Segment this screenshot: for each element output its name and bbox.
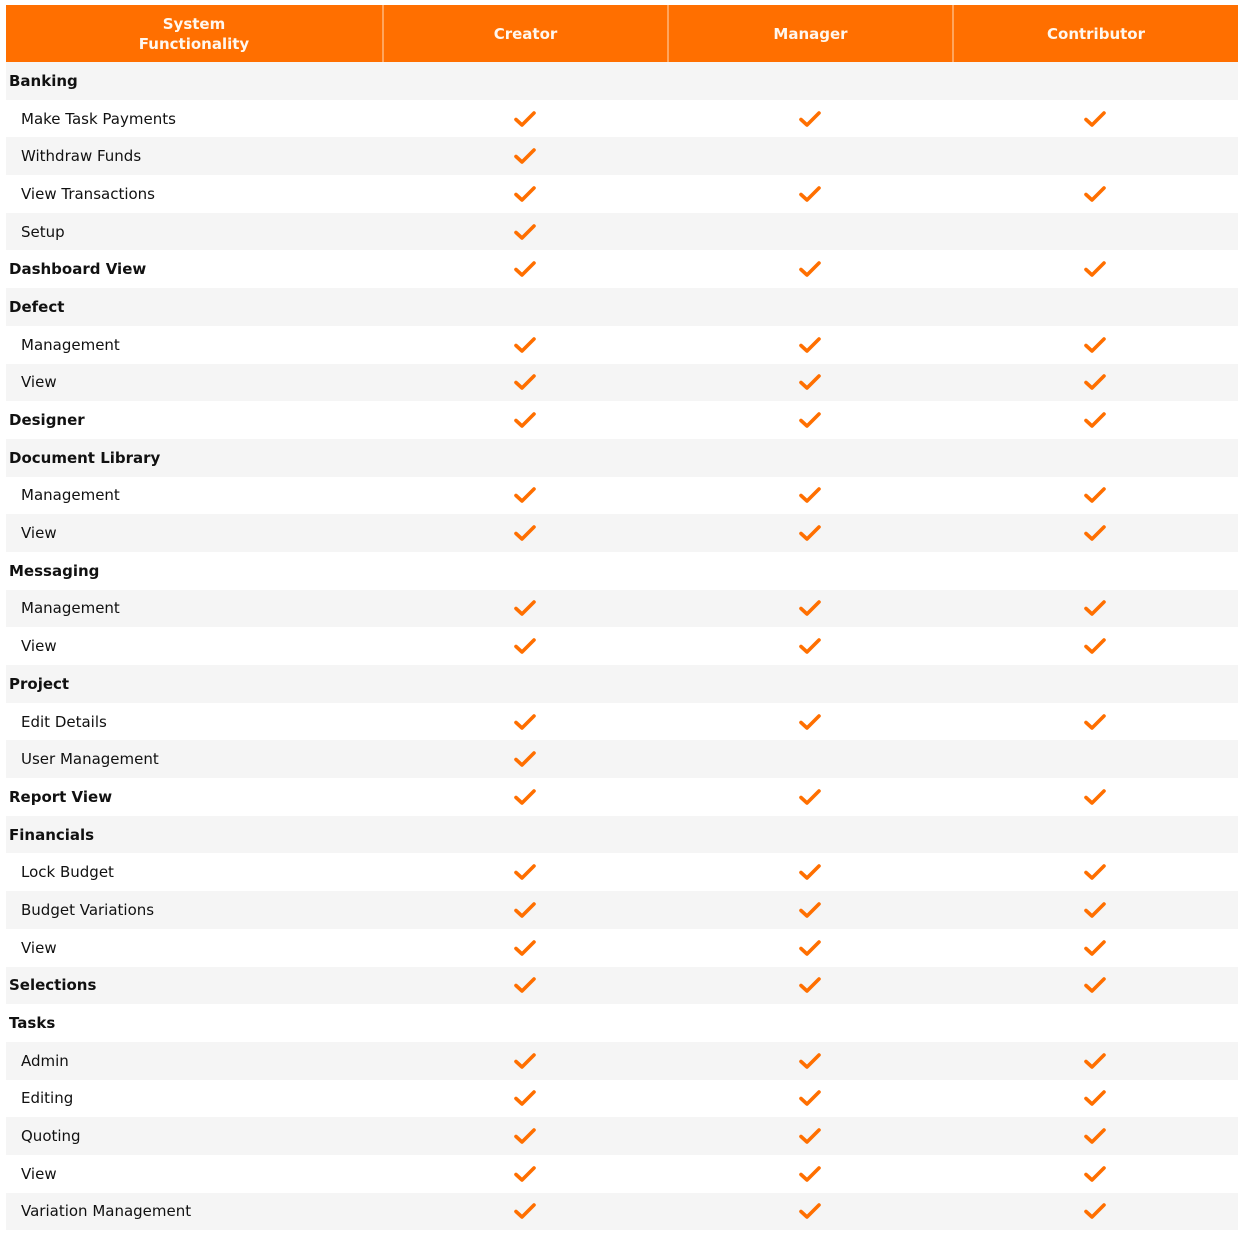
- section-row: [6, 552, 1238, 590]
- cell-contributor: [952, 175, 1238, 213]
- cell-manager: [667, 929, 952, 967]
- checkmark-icon: [798, 1088, 822, 1108]
- section-label: Document Library: [9, 448, 161, 467]
- cell-contributor: [952, 816, 1238, 854]
- checkmark-icon: [798, 523, 822, 543]
- checkmark-icon: [513, 485, 537, 505]
- cell-contributor: [952, 1004, 1238, 1042]
- cell-manager: [667, 364, 952, 402]
- table-row: [6, 853, 1238, 891]
- checkmark-icon: [798, 259, 822, 279]
- checkmark-icon: [513, 335, 537, 355]
- feature-label: Lock Budget: [21, 863, 114, 882]
- cell-manager: [667, 891, 952, 929]
- checkmark-icon: [1083, 1126, 1107, 1146]
- table-row: [6, 1193, 1238, 1231]
- section-label: Selections: [9, 976, 97, 995]
- cell-creator: [382, 740, 667, 778]
- section-label: Dashboard View: [9, 260, 147, 279]
- table-row: [6, 364, 1238, 402]
- cell-creator: [382, 100, 667, 138]
- cell-creator: [382, 326, 667, 364]
- cell-manager: [667, 1193, 952, 1231]
- checkmark-icon: [1083, 900, 1107, 920]
- cell-manager: [667, 552, 952, 590]
- cell-contributor: [952, 364, 1238, 402]
- cell-contributor: [952, 213, 1238, 251]
- checkmark-icon: [513, 749, 537, 769]
- section-row: [6, 250, 1238, 288]
- checkmark-icon: [1083, 598, 1107, 618]
- feature-label: View: [21, 524, 57, 543]
- table-row: [6, 703, 1238, 741]
- checkmark-icon: [1083, 410, 1107, 430]
- cell-contributor: [952, 703, 1238, 741]
- section-label: Tasks: [9, 1014, 56, 1033]
- cell-creator: [382, 213, 667, 251]
- checkmark-icon: [513, 372, 537, 392]
- section-row: [6, 1004, 1238, 1042]
- checkmark-icon: [513, 523, 537, 543]
- checkmark-icon: [513, 222, 537, 242]
- checkmark-icon: [1083, 184, 1107, 204]
- cell-creator: [382, 703, 667, 741]
- cell-creator: [382, 891, 667, 929]
- checkmark-icon: [1083, 109, 1107, 129]
- cell-manager: [667, 288, 952, 326]
- checkmark-icon: [798, 109, 822, 129]
- cell-contributor: [952, 665, 1238, 703]
- section-row: [6, 62, 1238, 100]
- cell-manager: [667, 627, 952, 665]
- cell-manager: [667, 250, 952, 288]
- cell-creator: [382, 175, 667, 213]
- cell-creator: [382, 1155, 667, 1193]
- section-label: Banking: [9, 71, 78, 90]
- checkmark-icon: [1083, 975, 1107, 995]
- table-row: [6, 514, 1238, 552]
- cell-manager: [667, 740, 952, 778]
- cell-contributor: [952, 1042, 1238, 1080]
- section-label: Project: [9, 674, 70, 693]
- feature-label: View: [21, 938, 57, 957]
- cell-creator: [382, 1193, 667, 1231]
- checkmark-icon: [513, 1088, 537, 1108]
- section-row: [6, 967, 1238, 1005]
- cell-contributor: [952, 439, 1238, 477]
- cell-contributor: [952, 929, 1238, 967]
- checkmark-icon: [513, 146, 537, 166]
- cell-contributor: [952, 891, 1238, 929]
- checkmark-icon: [513, 712, 537, 732]
- cell-manager: [667, 1004, 952, 1042]
- feature-label: Management: [21, 335, 120, 354]
- section-row: [6, 665, 1238, 703]
- section-label: Defect: [9, 297, 65, 316]
- checkmark-icon: [798, 938, 822, 958]
- table-row: [6, 477, 1238, 515]
- cell-manager: [667, 477, 952, 515]
- cell-contributor: [952, 1193, 1238, 1231]
- cell-manager: [667, 590, 952, 628]
- table-row: [6, 929, 1238, 967]
- cell-manager: [667, 137, 952, 175]
- checkmark-icon: [513, 787, 537, 807]
- cell-manager: [667, 1155, 952, 1193]
- section-row: [6, 439, 1238, 477]
- cell-manager: [667, 816, 952, 854]
- cell-creator: [382, 250, 667, 288]
- checkmark-icon: [513, 1201, 537, 1221]
- checkmark-icon: [1083, 1201, 1107, 1221]
- cell-contributor: [952, 778, 1238, 816]
- feature-label: Editing: [21, 1089, 74, 1108]
- checkmark-icon: [1083, 485, 1107, 505]
- cell-creator: [382, 816, 667, 854]
- checkmark-icon: [513, 1051, 537, 1071]
- cell-manager: [667, 175, 952, 213]
- feature-label: Quoting: [21, 1127, 81, 1146]
- checkmark-icon: [1083, 938, 1107, 958]
- cell-contributor: [952, 326, 1238, 364]
- checkmark-icon: [798, 900, 822, 920]
- checkmark-icon: [798, 335, 822, 355]
- cell-manager: [667, 213, 952, 251]
- feature-label: Edit Details: [21, 712, 107, 731]
- checkmark-icon: [1083, 335, 1107, 355]
- cell-creator: [382, 288, 667, 326]
- checkmark-icon: [513, 259, 537, 279]
- cell-contributor: [952, 477, 1238, 515]
- table-row: [6, 627, 1238, 665]
- checkmark-icon: [1083, 712, 1107, 732]
- cell-manager: [667, 1042, 952, 1080]
- cell-manager: [667, 778, 952, 816]
- cell-creator: [382, 1080, 667, 1118]
- cell-creator: [382, 62, 667, 100]
- cell-creator: [382, 401, 667, 439]
- feature-label: View: [21, 373, 57, 392]
- feature-label: Admin: [21, 1051, 69, 1070]
- checkmark-icon: [798, 1201, 822, 1221]
- cell-creator: [382, 552, 667, 590]
- cell-creator: [382, 514, 667, 552]
- cell-creator: [382, 1004, 667, 1042]
- checkmark-icon: [798, 485, 822, 505]
- cell-manager: [667, 967, 952, 1005]
- table-row: [6, 175, 1238, 213]
- feature-label: View: [21, 1164, 57, 1183]
- checkmark-icon: [513, 598, 537, 618]
- table-row: [6, 1155, 1238, 1193]
- checkmark-icon: [1083, 1164, 1107, 1184]
- cell-creator: [382, 627, 667, 665]
- feature-label: Withdraw Funds: [21, 147, 142, 166]
- cell-contributor: [952, 100, 1238, 138]
- cell-creator: [382, 778, 667, 816]
- table-row: [6, 891, 1238, 929]
- cell-contributor: [952, 137, 1238, 175]
- cell-manager: [667, 665, 952, 703]
- checkmark-icon: [513, 636, 537, 656]
- cell-creator: [382, 1042, 667, 1080]
- checkmark-icon: [1083, 259, 1107, 279]
- checkmark-icon: [1083, 862, 1107, 882]
- cell-creator: [382, 853, 667, 891]
- feature-label: Make Task Payments: [21, 109, 176, 128]
- cell-contributor: [952, 62, 1238, 100]
- cell-contributor: [952, 590, 1238, 628]
- table-row: [6, 100, 1238, 138]
- cell-creator: [382, 439, 667, 477]
- cell-creator: [382, 967, 667, 1005]
- cell-manager: [667, 326, 952, 364]
- section-label: Designer: [9, 411, 85, 430]
- table-row: [6, 740, 1238, 778]
- table-row: [6, 326, 1238, 364]
- cell-manager: [667, 100, 952, 138]
- feature-label: Management: [21, 599, 120, 618]
- column-header-system-functionality: System Functionality: [138, 14, 250, 53]
- section-label: Report View: [9, 787, 113, 806]
- checkmark-icon: [798, 1126, 822, 1146]
- checkmark-icon: [513, 900, 537, 920]
- checkmark-icon: [513, 1164, 537, 1184]
- feature-label: View: [21, 637, 57, 656]
- cell-contributor: [952, 1155, 1238, 1193]
- checkmark-icon: [798, 975, 822, 995]
- cell-contributor: [952, 967, 1238, 1005]
- checkmark-icon: [1083, 1088, 1107, 1108]
- cell-creator: [382, 929, 667, 967]
- cell-manager: [667, 401, 952, 439]
- checkmark-icon: [513, 410, 537, 430]
- checkmark-icon: [798, 636, 822, 656]
- checkmark-icon: [1083, 523, 1107, 543]
- table-body: [6, 62, 1238, 1230]
- checkmark-icon: [798, 372, 822, 392]
- checkmark-icon: [798, 787, 822, 807]
- cell-creator: [382, 477, 667, 515]
- feature-label: Management: [21, 486, 120, 505]
- column-header-creator: Creator: [382, 5, 667, 62]
- checkmark-icon: [1083, 636, 1107, 656]
- checkmark-icon: [1083, 372, 1107, 392]
- cell-contributor: [952, 853, 1238, 891]
- cell-creator: [382, 1117, 667, 1155]
- cell-creator: [382, 137, 667, 175]
- section-row: [6, 778, 1238, 816]
- checkmark-icon: [513, 184, 537, 204]
- column-header-contributor: Contributor: [952, 5, 1238, 62]
- cell-contributor: [952, 288, 1238, 326]
- table-row: [6, 1080, 1238, 1118]
- cell-contributor: [952, 514, 1238, 552]
- cell-manager: [667, 514, 952, 552]
- feature-label: Budget Variations: [21, 900, 155, 919]
- checkmark-icon: [798, 410, 822, 430]
- checkmark-icon: [798, 1164, 822, 1184]
- checkmark-icon: [1083, 787, 1107, 807]
- feature-label: Setup: [21, 222, 65, 241]
- checkmark-icon: [798, 598, 822, 618]
- cell-contributor: [952, 627, 1238, 665]
- checkmark-icon: [513, 109, 537, 129]
- checkmark-icon: [513, 862, 537, 882]
- section-label: Financials: [9, 825, 95, 844]
- checkmark-icon: [513, 975, 537, 995]
- table-row: [6, 213, 1238, 251]
- cell-contributor: [952, 250, 1238, 288]
- table-row: [6, 590, 1238, 628]
- feature-label: View Transactions: [21, 184, 155, 203]
- checkmark-icon: [1083, 1051, 1107, 1071]
- table-row: [6, 137, 1238, 175]
- section-row: [6, 401, 1238, 439]
- checkmark-icon: [513, 938, 537, 958]
- cell-creator: [382, 590, 667, 628]
- table-header: [6, 5, 1238, 62]
- checkmark-icon: [798, 712, 822, 732]
- cell-manager: [667, 853, 952, 891]
- checkmark-icon: [798, 862, 822, 882]
- section-label: Messaging: [9, 561, 100, 580]
- table-row: [6, 1042, 1238, 1080]
- cell-manager: [667, 62, 952, 100]
- cell-manager: [667, 1080, 952, 1118]
- cell-creator: [382, 665, 667, 703]
- cell-manager: [667, 703, 952, 741]
- column-header-manager: Manager: [667, 5, 952, 62]
- checkmark-icon: [798, 1051, 822, 1071]
- cell-manager: [667, 439, 952, 477]
- section-row: [6, 288, 1238, 326]
- checkmark-icon: [798, 184, 822, 204]
- feature-label: User Management: [21, 750, 159, 769]
- cell-contributor: [952, 1080, 1238, 1118]
- permissions-table: [6, 5, 1238, 1230]
- cell-contributor: [952, 552, 1238, 590]
- cell-creator: [382, 364, 667, 402]
- cell-contributor: [952, 401, 1238, 439]
- cell-contributor: [952, 740, 1238, 778]
- cell-contributor: [952, 1117, 1238, 1155]
- table-row: [6, 1117, 1238, 1155]
- cell-manager: [667, 1117, 952, 1155]
- section-row: [6, 816, 1238, 854]
- checkmark-icon: [513, 1126, 537, 1146]
- feature-label: Variation Management: [21, 1202, 192, 1221]
